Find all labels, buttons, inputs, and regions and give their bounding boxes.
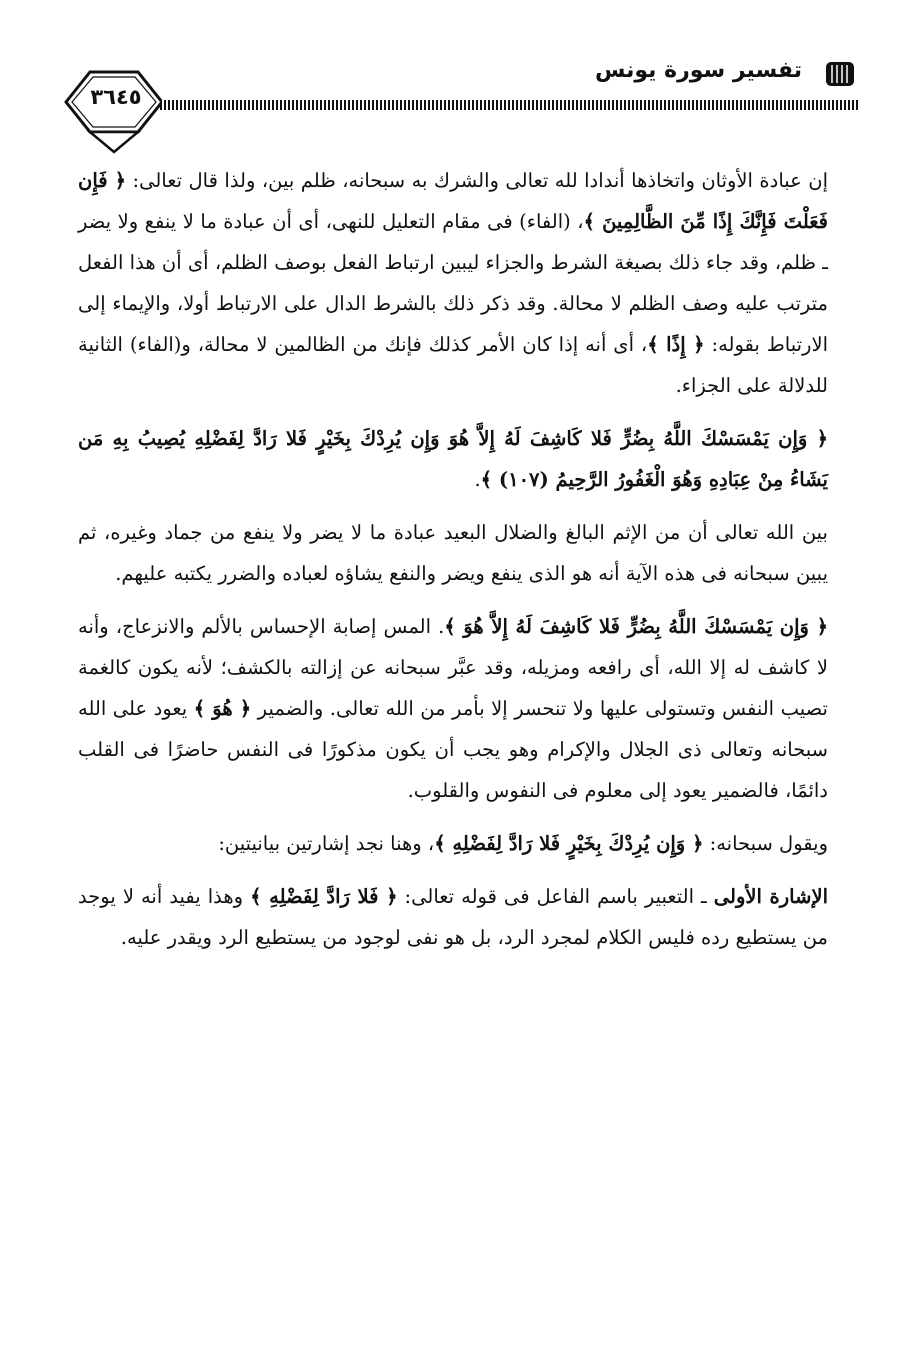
commentary-text: بين الله تعالى أن من الإثم البالغ والضلال البعيد عبادة ما لا يضر ولا ينفع من جماد وغيره، ثم يبين سبحانه فى هذه الآية أنه هو الذى ينفع ويضر والنفع يشاؤه لعباده والضرر يكتبه عليهم. [78, 521, 828, 585]
paragraph [78, 512, 828, 594]
quran-verse: ﴿ وَإِن يَمْسَسْكَ اللَّهُ بِضُرٍّ فَلا كَاشِفَ لَهُ إِلاَّ هُوَ وَإِن يُرِدْكَ بِخَيْرٍ فَلا رَادَّ لِفَضْلِهِ يُصِيبُ بِهِ مَن يَشَاءُ مِنْ عِبَادِهِ وَهُوَ الْغَفُورُ الرَّحِيمُ (١٠٧) ﴾ [78, 427, 828, 491]
paragraph [78, 823, 828, 864]
commentary-text: ـ التعبير باسم الفاعل فى قوله تعالى: [397, 885, 714, 908]
paragraph [78, 160, 828, 406]
quran-verse: ﴿ فَإِن فَعَلْتَ فَإِنَّكَ إِذًا مِّنَ الظَّالِمِينَ ﴾ [78, 169, 829, 233]
commentary-text: ، وهنا نجد إشارتين بيانيتين: [218, 832, 435, 855]
quran-verse: ﴿ فَلا رَادَّ لِفَضْلِهِ ﴾ [250, 885, 398, 908]
page-number: ٣٦٤٥ [90, 85, 142, 109]
paragraph [78, 606, 828, 811]
quran-verse: ﴿ وَإِن يُرِدْكَ بِخَيْرٍ فَلا رَادَّ لِفَضْلِهِ ﴾ [434, 832, 704, 855]
paragraph [78, 418, 828, 500]
commentary-text: . المس إصابة الإحساس بالألم والانزعاج، وأنه لا كاشف له إلا الله، أى رافعه ومزيله، وقد عبَّر سبحانه عن إزالته بالكشف؛ لأنه يكون كالغمة تصيب النفس وتستولى عليها ولا تنحسر إلا بأمر من الله تعالى. والضمير [78, 615, 828, 720]
quran-verse: ﴿ هُوَ ﴾ [193, 697, 252, 720]
commentary-text: إن عبادة الأوثان واتخاذها أندادا لله تعالى والشرك به سبحانه، ظلم بين، ولذا قال تعالى: [126, 169, 828, 192]
commentary-text: ويقول سبحانه: [703, 832, 828, 855]
ornament-icon [820, 56, 860, 92]
quran-verse: ﴿ إِذًا ﴾ [647, 333, 705, 356]
running-title: تفسير سورة يونس [595, 58, 802, 83]
commentary-text: وهذا يفيد أنه لا يوجد من يستطيع رده فليس الكلام لمجرد الرد، بل هو نفى لوجود من يستطيع الرد ويقدر عليه. [78, 885, 828, 949]
paragraph [78, 876, 828, 958]
quran-verse: الإشارة الأولى [713, 885, 828, 908]
commentary-text: يعود على الله سبحانه وتعالى ذى الجلال والإكرام وهو يجب أن يكون مذكورًا فى النفس حاضرًا فى القلب دائمًا، فالضمير يعود إلى معلوم فى النفوس والقلوب. [78, 697, 828, 802]
commentary-text: . [474, 468, 481, 491]
quran-verse: ﴿ وَإِن يَمْسَسْكَ اللَّهُ بِضُرٍّ فَلا كَاشِفَ لَهُ إِلاَّ هُوَ ﴾ [444, 615, 829, 638]
header-rule [160, 100, 860, 110]
commentary-text: ، أى أنه إذا كان الأمر كذلك فإنك من الظالمين لا محالة، و(الفاء) الثانية للدلالة على الجزاء. [78, 333, 828, 397]
commentary-body [78, 160, 828, 970]
page-header [60, 52, 860, 157]
page-number-badge [60, 64, 168, 154]
commentary-text: ، (الفاء) فى مقام التعليل للنهى، أى أن عبادة ما لا ينفع ولا يضر ـ ظلم، وقد جاء ذلك بصيغة الشرط والجزاء ليبين ارتباط الفعل بوصف الظلم، أى أن هذا الفعل مترتب عليه وصف الظلم لا محالة. وقد ذكر ذلك بالشرط الدال على الارتباط أولا، والإيماء إلى الارتباط بقوله: [78, 210, 828, 356]
